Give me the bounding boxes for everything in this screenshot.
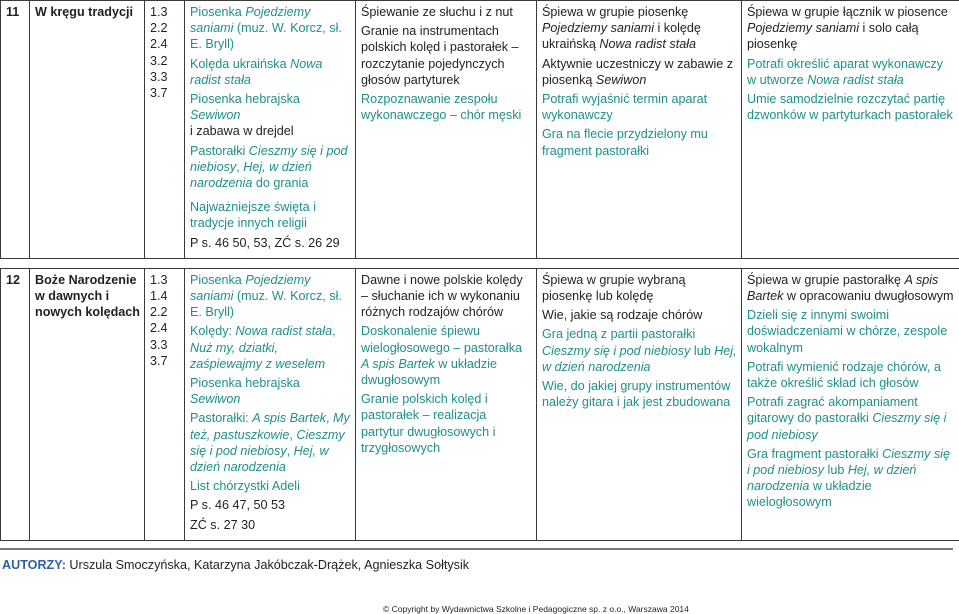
page-reference: P s. 46 50, 53, ZĆ s. 26 29: [190, 235, 351, 251]
basic-requirements: Śpiewa w grupie wybraną piosenkę lub kolędę Wie, jakie są rodzaje chórów Gra jedną z partii pastorałki Cieszmy się i pod niebiosy lub Hej, w dzień narodzenia Wie, do jakiej grupy instrumentów należy gitara i jak jest zbudowana: [537, 268, 742, 540]
content-item: Kolędy: Nowa radist stała, Nuż my, dziatki, zaśpiewajmy z weselem: [190, 323, 351, 372]
extended-requirements: Śpiewa w grupie pastorałkę A spis Bartek w opracowaniu dwugłosowym Dzieli się z innymi swoimi doświadczeniami w chórze, zespole wokalnym Potrafi wymienić rodzaje chórów, a także określić skład ich głosów Potrafi zagrać akompaniament gitarowy do pastorałki Cieszmy się i pod niebiosy Gra fragment pastorałki Cieszmy się i pod niebiosy lub Hej, w dzień narodzenia w układzie wielogłosowym: [742, 268, 959, 540]
table-row: [1, 268, 959, 540]
lesson-activities: Śpiewanie ze słuchu i z nut Granie na instrumentach polskich kolęd i pastorałek – rozczytanie pojedynczych głosów partyturek Rozpoznawanie zespołu wykonawczego – chór męski: [356, 1, 537, 259]
content-item: Piosenka hebrajska Sewiwon: [190, 375, 351, 407]
page-footer: [0, 548, 959, 550]
lesson-topic: Boże Narodzenie w dawnych i nowych kolędach: [30, 268, 145, 540]
table-row: [1, 1, 959, 259]
extended-requirements: Śpiewa w grupie łącznik w piosence Pojedziemy saniami i solo całą piosenkę Potrafi określić aparat wykonawczy w utworze Nowa radist stała Umie samodzielnie rozczytać partię dzwonków w partyturkach pastorałek: [742, 1, 959, 259]
copyright-notice: © Copyright by Wydawnictwa Szkolne i Pedagogiczne sp. z o.o., Warszawa 2014: [383, 604, 689, 614]
lesson-topic: W kręgu tradycji: [30, 1, 145, 259]
basic-requirements: Śpiewa w grupie piosenkę Pojedziemy saniami i kolędę ukraińską Nowa radist stała Aktywnie uczestniczy w zabawie z piosenką Sewiwon Potrafi wyjaśnić termin aparat wykonawczy Gra na flecie przydzielony mu fragment pastorałki: [537, 1, 742, 259]
curriculum-requirements: 1.3 1.4 2.2 2.4 3.3 3.7: [145, 268, 185, 540]
page-reference: P s. 46 47, 50 53: [190, 497, 351, 513]
content-item: Najważniejsze święta i tradycje innych religii: [190, 199, 351, 231]
authors-line: AUTORZY: Urszula Smoczyńska, Katarzyna Jakóbczak-Drążek, Agnieszka Sołtysik: [2, 558, 469, 572]
content-item: Pastorałki: A spis Bartek, My też, pastuszkowie, Cieszmy się i pod niebiosy, Hej, w dzień narodzenia: [190, 410, 351, 475]
curriculum-requirements: 1.3 2.2 2.4 3.2 3.3 3.7: [145, 1, 185, 259]
lesson-content: [185, 1, 356, 259]
content-item: Piosenka Pojedziemy saniami (muz. W. Korcz, sł. E. Bryll): [190, 4, 351, 53]
content-item: List chórzystki Adeli: [190, 478, 351, 494]
footer-divider: [0, 548, 953, 550]
content-item: Piosenka Pojedziemy saniami (muz. W. Korcz, sł. E. Bryll): [190, 272, 351, 321]
lesson-number: 11: [1, 1, 30, 259]
lesson-number: 12: [1, 268, 30, 540]
content-item: Piosenka hebrajska Sewiwon i zabawa w drejdel: [190, 91, 351, 140]
lesson-content: [185, 268, 356, 540]
lesson-activities: Dawne i nowe polskie kolędy – słuchanie ich w wykonaniu różnych rodzajów chórów Doskonalenie śpiewu wielogłosowego – pastorałka A spis Bartek w układzie dwugłosowym Granie polskich kolęd i pastorałek – realizacja partytur dwugłosowych i trzygłosowych: [356, 268, 537, 540]
content-item: Pastorałki Cieszmy się i pod niebiosy, Hej, w dzień narodzenia do grania: [190, 143, 351, 192]
page-reference: ZĆ s. 27 30: [190, 517, 351, 533]
content-item: Kolęda ukraińska Nowa radist stała: [190, 56, 351, 88]
